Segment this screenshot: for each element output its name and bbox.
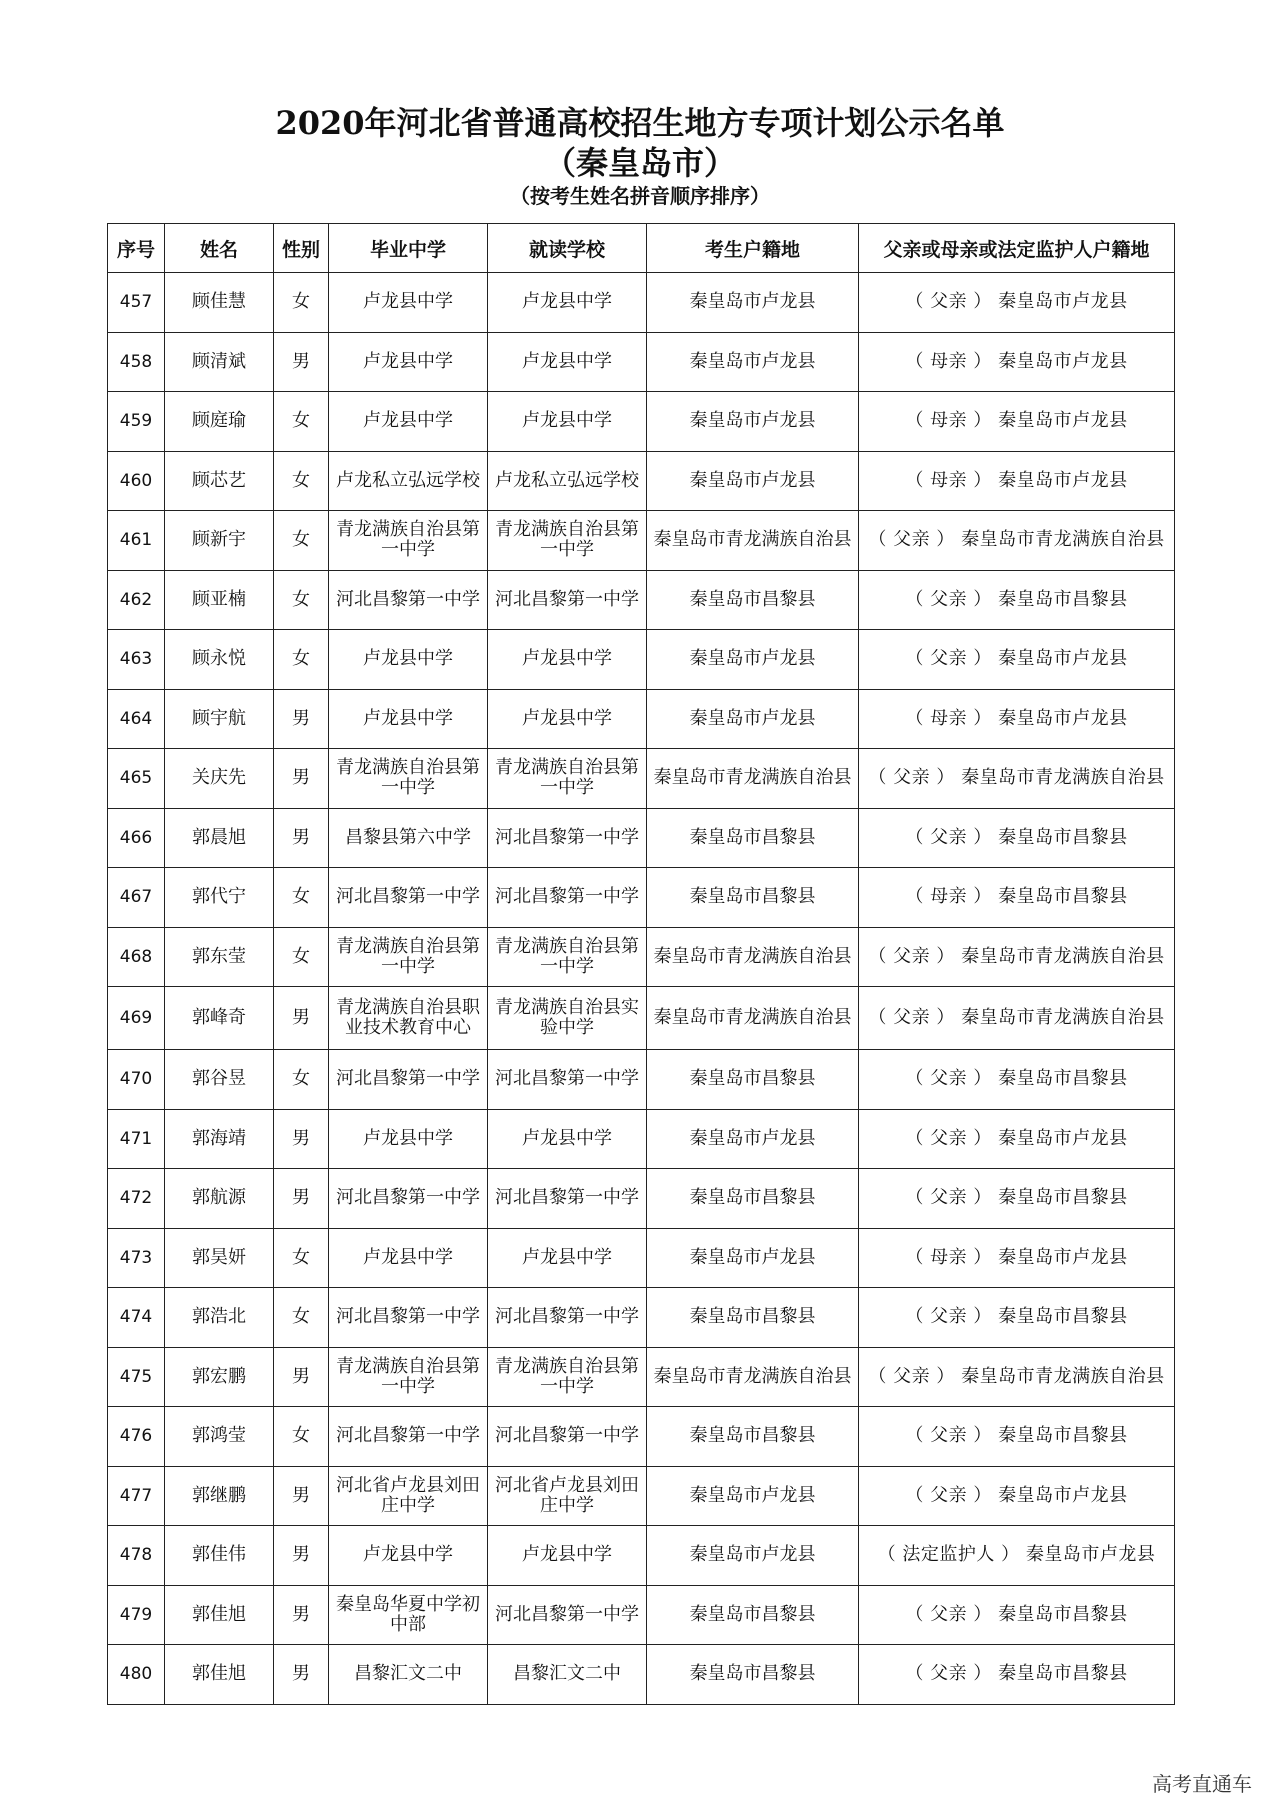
name-cell: 郭航源 — [165, 1169, 274, 1229]
household-registration-cell: 秦皇岛市青龙满族自治县 — [647, 927, 859, 987]
current-school-cell: 河北昌黎第一中学 — [488, 1050, 647, 1110]
name-cell: 郭浩北 — [165, 1288, 274, 1348]
household-registration-cell: 秦皇岛市卢龙县 — [647, 451, 859, 511]
name-cell: 郭海靖 — [165, 1109, 274, 1169]
table-row — [108, 1288, 1175, 1348]
watermark-text: 高考直通车 — [1152, 1772, 1252, 1796]
household-registration-cell: 秦皇岛市昌黎县 — [647, 1169, 859, 1229]
gender-cell: 女 — [274, 868, 329, 928]
current-school-cell: 河北昌黎第一中学 — [488, 1288, 647, 1348]
table-row — [108, 1109, 1175, 1169]
household-registration-cell: 秦皇岛市卢龙县 — [647, 630, 859, 690]
guardian-registration-cell: （ 父亲 ） 秦皇岛市青龙满族自治县 — [859, 749, 1175, 809]
col-header-household-registration: 考生户籍地 — [647, 224, 859, 273]
name-cell: 郭东莹 — [165, 927, 274, 987]
graduation-school-cell: 卢龙县中学 — [329, 630, 488, 690]
guardian-registration-cell: （ 父亲 ） 秦皇岛市卢龙县 — [859, 1466, 1175, 1526]
seq-cell: 458 — [108, 332, 165, 392]
table-row — [108, 1585, 1175, 1645]
guardian-registration-cell: （ 法定监护人 ） 秦皇岛市卢龙县 — [859, 1526, 1175, 1586]
seq-cell: 469 — [108, 987, 165, 1050]
col-header-seq: 序号 — [108, 224, 165, 273]
seq-cell: 471 — [108, 1109, 165, 1169]
current-school-cell: 卢龙县中学 — [488, 392, 647, 452]
seq-cell: 460 — [108, 451, 165, 511]
graduation-school-cell: 卢龙县中学 — [329, 1228, 488, 1288]
graduation-school-cell: 昌黎汇文二中 — [329, 1645, 488, 1705]
graduation-school-cell: 卢龙县中学 — [329, 392, 488, 452]
seq-cell: 467 — [108, 868, 165, 928]
household-registration-cell: 秦皇岛市卢龙县 — [647, 1466, 859, 1526]
guardian-registration-cell: （ 父亲 ） 秦皇岛市昌黎县 — [859, 1407, 1175, 1467]
seq-cell: 466 — [108, 808, 165, 868]
guardian-registration-cell: （ 父亲 ） 秦皇岛市昌黎县 — [859, 570, 1175, 630]
current-school-cell: 卢龙县中学 — [488, 1228, 647, 1288]
graduation-school-cell: 河北昌黎第一中学 — [329, 1407, 488, 1467]
seq-cell: 457 — [108, 273, 165, 333]
gender-cell: 男 — [274, 1169, 329, 1229]
table-row — [108, 808, 1175, 868]
table-row — [108, 570, 1175, 630]
name-cell: 郭峰奇 — [165, 987, 274, 1050]
guardian-registration-cell: （ 母亲 ） 秦皇岛市卢龙县 — [859, 451, 1175, 511]
guardian-registration-cell: （ 父亲 ） 秦皇岛市青龙满族自治县 — [859, 987, 1175, 1050]
table-row — [108, 689, 1175, 749]
name-cell: 郭佳伟 — [165, 1526, 274, 1586]
col-header-graduation-school: 毕业中学 — [329, 224, 488, 273]
gender-cell: 男 — [274, 749, 329, 809]
gender-cell: 男 — [274, 332, 329, 392]
name-cell: 顾宇航 — [165, 689, 274, 749]
gender-cell: 女 — [274, 1050, 329, 1110]
gender-cell: 女 — [274, 1407, 329, 1467]
graduation-school-cell: 河北昌黎第一中学 — [329, 868, 488, 928]
seq-cell: 477 — [108, 1466, 165, 1526]
table-row — [108, 868, 1175, 928]
graduation-school-cell: 卢龙县中学 — [329, 689, 488, 749]
guardian-registration-cell: （ 父亲 ） 秦皇岛市昌黎县 — [859, 1645, 1175, 1705]
current-school-cell: 河北昌黎第一中学 — [488, 1407, 647, 1467]
guardian-registration-cell: （ 母亲 ） 秦皇岛市卢龙县 — [859, 392, 1175, 452]
graduation-school-cell: 卢龙县中学 — [329, 1526, 488, 1586]
current-school-cell: 青龙满族自治县第一中学 — [488, 1347, 647, 1407]
graduation-school-cell: 卢龙县中学 — [329, 332, 488, 392]
guardian-registration-cell: （ 父亲 ） 秦皇岛市昌黎县 — [859, 1288, 1175, 1348]
col-header-current-school: 就读学校 — [488, 224, 647, 273]
seq-cell: 476 — [108, 1407, 165, 1467]
seq-cell: 468 — [108, 927, 165, 987]
table-row — [108, 1169, 1175, 1229]
gender-cell: 女 — [274, 273, 329, 333]
name-cell: 郭晨旭 — [165, 808, 274, 868]
gender-cell: 男 — [274, 689, 329, 749]
guardian-registration-cell: （ 母亲 ） 秦皇岛市昌黎县 — [859, 868, 1175, 928]
graduation-school-cell: 青龙满族自治县职业技术教育中心 — [329, 987, 488, 1050]
table-row — [108, 749, 1175, 809]
graduation-school-cell: 卢龙县中学 — [329, 1109, 488, 1169]
household-registration-cell: 秦皇岛市青龙满族自治县 — [647, 1347, 859, 1407]
gender-cell: 男 — [274, 1526, 329, 1586]
current-school-cell: 卢龙县中学 — [488, 1109, 647, 1169]
gender-cell: 女 — [274, 1288, 329, 1348]
graduation-school-cell: 秦皇岛华夏中学初中部 — [329, 1585, 488, 1645]
current-school-cell: 河北昌黎第一中学 — [488, 1169, 647, 1229]
name-cell: 郭代宁 — [165, 868, 274, 928]
name-cell: 郭昊妍 — [165, 1228, 274, 1288]
gender-cell: 男 — [274, 1585, 329, 1645]
graduation-school-cell: 河北省卢龙县刘田庄中学 — [329, 1466, 488, 1526]
current-school-cell: 河北昌黎第一中学 — [488, 570, 647, 630]
seq-cell: 475 — [108, 1347, 165, 1407]
seq-cell: 465 — [108, 749, 165, 809]
name-cell: 郭佳旭 — [165, 1645, 274, 1705]
household-registration-cell: 秦皇岛市卢龙县 — [647, 332, 859, 392]
current-school-cell: 青龙满族自治县第一中学 — [488, 927, 647, 987]
current-school-cell: 青龙满族自治县实验中学 — [488, 987, 647, 1050]
table-row — [108, 451, 1175, 511]
household-registration-cell: 秦皇岛市昌黎县 — [647, 1645, 859, 1705]
guardian-registration-cell: （ 父亲 ） 秦皇岛市青龙满族自治县 — [859, 927, 1175, 987]
guardian-registration-cell: （ 父亲 ） 秦皇岛市青龙满族自治县 — [859, 511, 1175, 571]
col-header-name: 姓名 — [165, 224, 274, 273]
graduation-school-cell: 河北昌黎第一中学 — [329, 1288, 488, 1348]
roster-table — [107, 223, 1175, 1705]
name-cell: 顾清斌 — [165, 332, 274, 392]
col-header-guardian-registration: 父亲或母亲或法定监护人户籍地 — [859, 224, 1175, 273]
table-row — [108, 927, 1175, 987]
name-cell: 郭继鹏 — [165, 1466, 274, 1526]
gender-cell: 女 — [274, 451, 329, 511]
graduation-school-cell: 青龙满族自治县第一中学 — [329, 927, 488, 987]
name-cell: 顾亚楠 — [165, 570, 274, 630]
table-row — [108, 1466, 1175, 1526]
graduation-school-cell: 河北昌黎第一中学 — [329, 570, 488, 630]
seq-cell: 461 — [108, 511, 165, 571]
name-cell: 关庆先 — [165, 749, 274, 809]
name-cell: 顾佳慧 — [165, 273, 274, 333]
name-cell: 顾芯艺 — [165, 451, 274, 511]
gender-cell: 男 — [274, 1645, 329, 1705]
name-cell: 顾永悦 — [165, 630, 274, 690]
household-registration-cell: 秦皇岛市昌黎县 — [647, 570, 859, 630]
seq-cell: 464 — [108, 689, 165, 749]
table-row — [108, 630, 1175, 690]
graduation-school-cell: 青龙满族自治县第一中学 — [329, 749, 488, 809]
guardian-registration-cell: （ 父亲 ） 秦皇岛市卢龙县 — [859, 630, 1175, 690]
table-row — [108, 1347, 1175, 1407]
current-school-cell: 卢龙县中学 — [488, 630, 647, 690]
table-row — [108, 1645, 1175, 1705]
name-cell: 郭佳旭 — [165, 1585, 274, 1645]
household-registration-cell: 秦皇岛市昌黎县 — [647, 1288, 859, 1348]
household-registration-cell: 秦皇岛市昌黎县 — [647, 868, 859, 928]
name-cell: 顾新宇 — [165, 511, 274, 571]
household-registration-cell: 秦皇岛市昌黎县 — [647, 1407, 859, 1467]
page-title: 2020年河北省普通高校招生地方专项计划公示名单 — [275, 104, 1005, 142]
table-row — [108, 1526, 1175, 1586]
name-cell: 顾庭瑜 — [165, 392, 274, 452]
seq-cell: 479 — [108, 1585, 165, 1645]
guardian-registration-cell: （ 父亲 ） 秦皇岛市卢龙县 — [859, 273, 1175, 333]
current-school-cell: 河北省卢龙县刘田庄中学 — [488, 1466, 647, 1526]
graduation-school-cell: 昌黎县第六中学 — [329, 808, 488, 868]
seq-cell: 478 — [108, 1526, 165, 1586]
guardian-registration-cell: （ 父亲 ） 秦皇岛市卢龙县 — [859, 1109, 1175, 1169]
name-cell: 郭谷昱 — [165, 1050, 274, 1110]
gender-cell: 女 — [274, 570, 329, 630]
household-registration-cell: 秦皇岛市卢龙县 — [647, 1109, 859, 1169]
household-registration-cell: 秦皇岛市昌黎县 — [647, 1050, 859, 1110]
current-school-cell: 昌黎汇文二中 — [488, 1645, 647, 1705]
seq-cell: 470 — [108, 1050, 165, 1110]
current-school-cell: 卢龙县中学 — [488, 273, 647, 333]
current-school-cell: 卢龙私立弘远学校 — [488, 451, 647, 511]
page-subtitle-sort-note: （按考生姓名拼音顺序排序） — [510, 184, 770, 208]
gender-cell: 男 — [274, 987, 329, 1050]
gender-cell: 女 — [274, 392, 329, 452]
name-cell: 郭鸿莹 — [165, 1407, 274, 1467]
graduation-school-cell: 河北昌黎第一中学 — [329, 1050, 488, 1110]
seq-cell: 474 — [108, 1288, 165, 1348]
table-row — [108, 987, 1175, 1050]
household-registration-cell: 秦皇岛市卢龙县 — [647, 1526, 859, 1586]
table-row — [108, 332, 1175, 392]
graduation-school-cell: 青龙满族自治县第一中学 — [329, 1347, 488, 1407]
household-registration-cell: 秦皇岛市青龙满族自治县 — [647, 749, 859, 809]
gender-cell: 男 — [274, 1109, 329, 1169]
table-row — [108, 1050, 1175, 1110]
household-registration-cell: 秦皇岛市卢龙县 — [647, 1228, 859, 1288]
gender-cell: 男 — [274, 1347, 329, 1407]
household-registration-cell: 秦皇岛市卢龙县 — [647, 689, 859, 749]
guardian-registration-cell: （ 父亲 ） 秦皇岛市昌黎县 — [859, 1169, 1175, 1229]
current-school-cell: 河北昌黎第一中学 — [488, 868, 647, 928]
gender-cell: 女 — [274, 1228, 329, 1288]
household-registration-cell: 秦皇岛市青龙满族自治县 — [647, 987, 859, 1050]
table-row — [108, 273, 1175, 333]
table-row — [108, 1228, 1175, 1288]
guardian-registration-cell: （ 母亲 ） 秦皇岛市卢龙县 — [859, 689, 1175, 749]
household-registration-cell: 秦皇岛市卢龙县 — [647, 273, 859, 333]
gender-cell: 女 — [274, 630, 329, 690]
current-school-cell: 青龙满族自治县第一中学 — [488, 749, 647, 809]
table-header-row — [108, 224, 1175, 273]
guardian-registration-cell: （ 母亲 ） 秦皇岛市卢龙县 — [859, 1228, 1175, 1288]
graduation-school-cell: 卢龙县中学 — [329, 273, 488, 333]
graduation-school-cell: 卢龙私立弘远学校 — [329, 451, 488, 511]
col-header-gender: 性别 — [274, 224, 329, 273]
page-subtitle-city: （秦皇岛市） — [543, 144, 736, 182]
graduation-school-cell: 青龙满族自治县第一中学 — [329, 511, 488, 571]
seq-cell: 472 — [108, 1169, 165, 1229]
seq-cell: 473 — [108, 1228, 165, 1288]
household-registration-cell: 秦皇岛市卢龙县 — [647, 392, 859, 452]
current-school-cell: 卢龙县中学 — [488, 1526, 647, 1586]
guardian-registration-cell: （ 父亲 ） 秦皇岛市昌黎县 — [859, 1585, 1175, 1645]
current-school-cell: 河北昌黎第一中学 — [488, 1585, 647, 1645]
household-registration-cell: 秦皇岛市青龙满族自治县 — [647, 511, 859, 571]
current-school-cell: 河北昌黎第一中学 — [488, 808, 647, 868]
table-row — [108, 392, 1175, 452]
gender-cell: 男 — [274, 1466, 329, 1526]
guardian-registration-cell: （ 父亲 ） 秦皇岛市昌黎县 — [859, 1050, 1175, 1110]
guardian-registration-cell: （ 母亲 ） 秦皇岛市卢龙县 — [859, 332, 1175, 392]
gender-cell: 男 — [274, 808, 329, 868]
table-row — [108, 511, 1175, 571]
guardian-registration-cell: （ 父亲 ） 秦皇岛市青龙满族自治县 — [859, 1347, 1175, 1407]
name-cell: 郭宏鹏 — [165, 1347, 274, 1407]
current-school-cell: 青龙满族自治县第一中学 — [488, 511, 647, 571]
seq-cell: 462 — [108, 570, 165, 630]
current-school-cell: 卢龙县中学 — [488, 689, 647, 749]
seq-cell: 480 — [108, 1645, 165, 1705]
seq-cell: 463 — [108, 630, 165, 690]
seq-cell: 459 — [108, 392, 165, 452]
current-school-cell: 卢龙县中学 — [488, 332, 647, 392]
gender-cell: 女 — [274, 927, 329, 987]
household-registration-cell: 秦皇岛市昌黎县 — [647, 808, 859, 868]
household-registration-cell: 秦皇岛市昌黎县 — [647, 1585, 859, 1645]
gender-cell: 女 — [274, 511, 329, 571]
guardian-registration-cell: （ 父亲 ） 秦皇岛市昌黎县 — [859, 808, 1175, 868]
table-row — [108, 1407, 1175, 1467]
graduation-school-cell: 河北昌黎第一中学 — [329, 1169, 488, 1229]
